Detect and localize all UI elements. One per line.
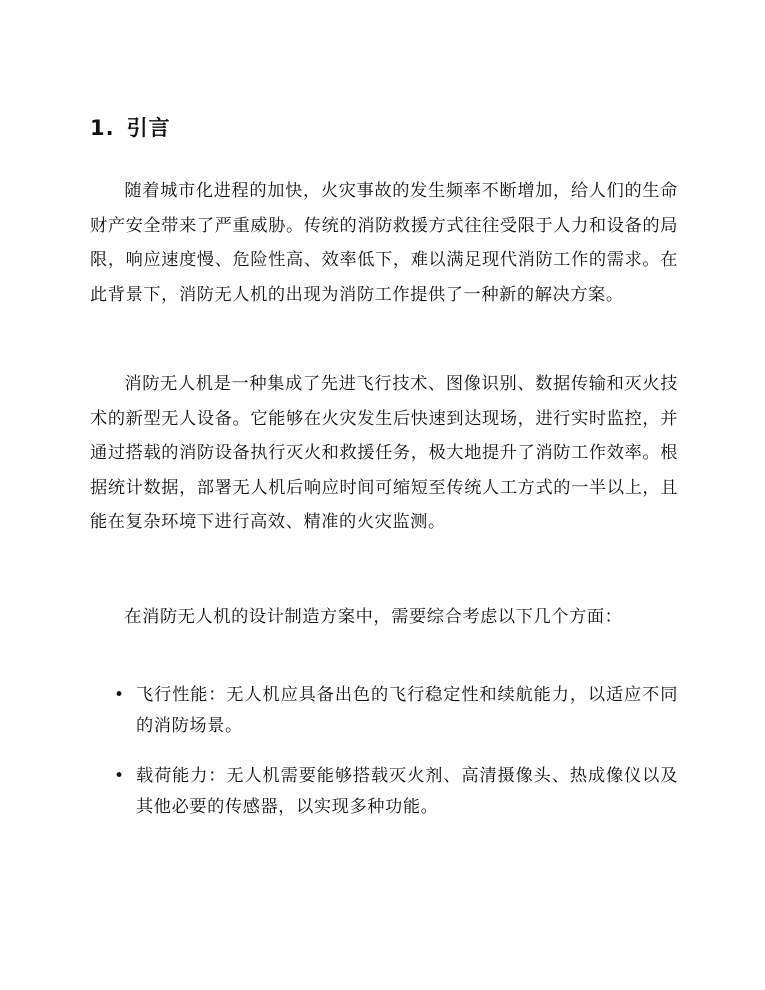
paragraph-design-considerations: 在消防无人机的设计制造方案中，需要综合考虑以下几个方面：: [124, 607, 623, 627]
paragraph-intro: 随着城市化进程的加快，火灾事故的发生频率不断增加，给人们的生命财产安全带来了严重威胁。传统的消防救援方式往往受限于人力和设备的局限，响应速度慢、危险性高、效率低下，难以满足现代消防工作的需求。在此背景下，消防无人机的出现为消防工作提供了一种新的解决方案。: [90, 181, 678, 305]
list-item: [90, 680, 678, 742]
design-aspect-list: [90, 680, 678, 823]
section-title: 引言: [126, 116, 171, 140]
list-item-text: 载荷能力：无人机需要能够搭载灭火剂、高清摄像头、热成像仪以及其他必要的传感器，以实现多种功能。: [136, 766, 678, 817]
section-number: 1.: [90, 116, 115, 140]
bullet-icon: •: [114, 766, 125, 786]
paragraph-drone-overview: 消防无人机是一种集成了先进飞行技术、图像识别、数据传输和灭火技术的新型无人设备。它能够在火灾发生后快速到达现场，进行实时监控，并通过搭载的消防设备执行灭火和救援任务，极大地提升了消防工作效率。根据统计数据，部署无人机后响应时间可缩短至传统人工方式的一半以上，且能在复杂环境下进行高效、精准的火灾监测。: [90, 374, 678, 532]
list-item: [90, 761, 678, 823]
section-heading: [90, 114, 171, 142]
bullet-icon: •: [114, 685, 125, 705]
list-item-text: 飞行性能：无人机应具备出色的飞行稳定性和续航能力，以适应不同的消防场景。: [136, 685, 678, 736]
